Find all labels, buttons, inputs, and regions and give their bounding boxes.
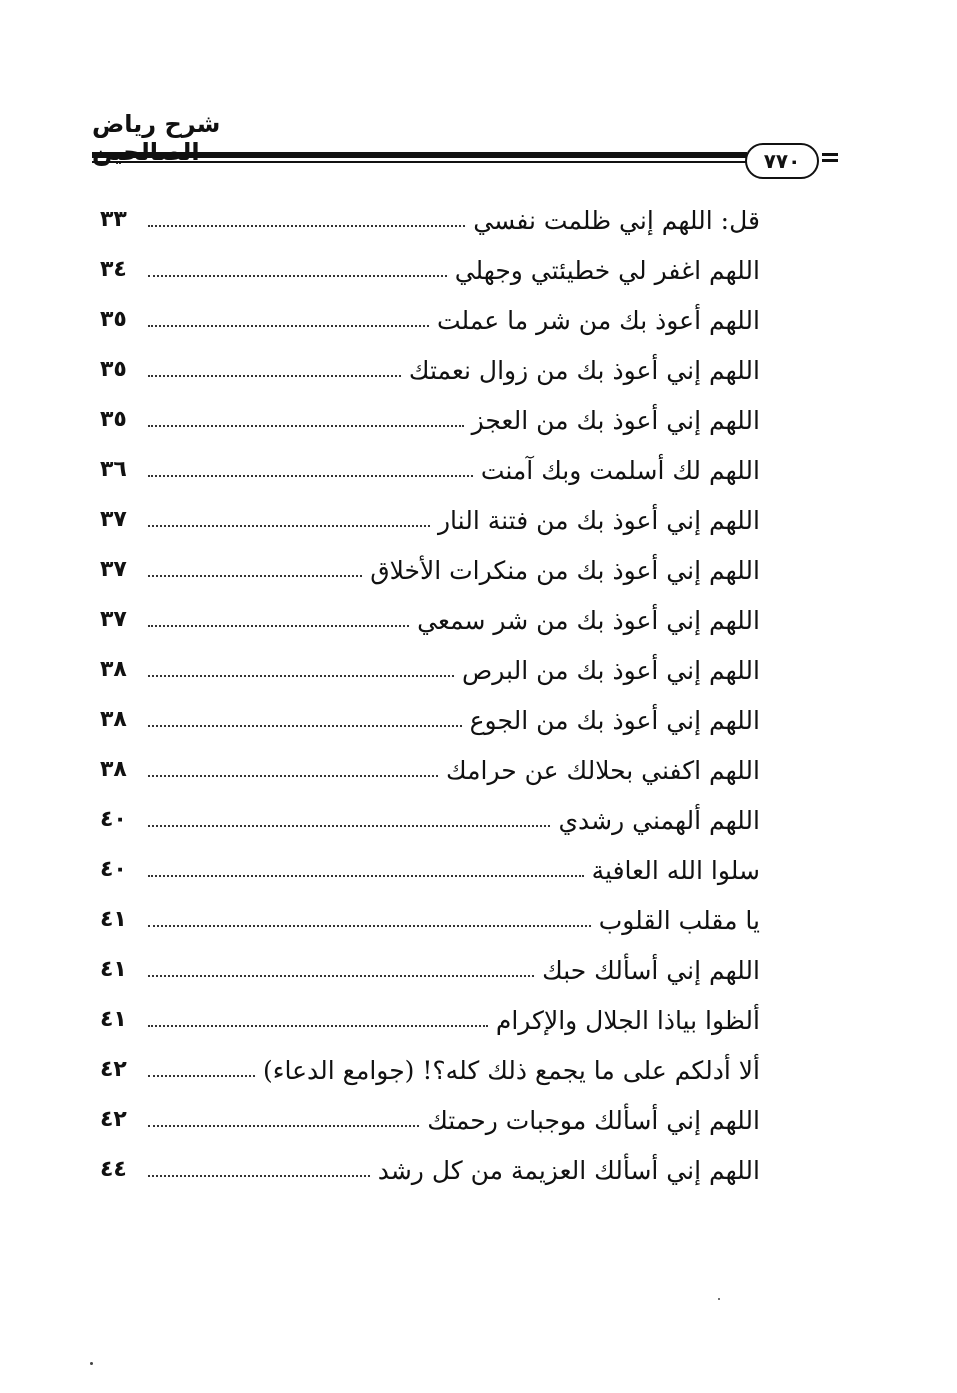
toc-entry-title: اللهم أعوذ بك من شر ما عملت (437, 305, 760, 335)
toc-entry-page: ٤٢ (100, 1057, 127, 1082)
toc-entry-page: ٣٨ (100, 757, 127, 782)
toc-entry-title: اللهم إني أعوذ بك من العجز (471, 405, 760, 435)
toc-entry (100, 845, 760, 895)
toc-entry-title: قل: اللهم إني ظلمت نفسي (473, 205, 760, 235)
header-rule-thin (92, 161, 747, 163)
toc-entry (100, 945, 760, 995)
toc-entry-page: ٤٢ (100, 1107, 127, 1132)
header-rule-thick (92, 152, 747, 158)
toc-entry (100, 645, 760, 695)
toc-entry-title: اللهم اكفني بحلالك عن حرامك (446, 755, 760, 785)
toc-entry-title: اللهم إني أعوذ بك من شر سمعي (417, 605, 760, 635)
toc-entry-page: ٣٧ (100, 557, 127, 582)
toc-entry (100, 445, 760, 495)
toc-entry-title: ألظوا بياذا الجلال والإكرام (495, 1005, 760, 1035)
toc-entry (100, 1045, 760, 1095)
toc-entry-page: ٣٥ (100, 357, 127, 382)
dot-leader (148, 375, 401, 377)
dot-leader (148, 325, 429, 327)
toc-entry-page: ٣٨ (100, 707, 127, 732)
table-of-contents (100, 195, 760, 1195)
header-ornament (822, 153, 838, 167)
dot-leader (148, 1025, 488, 1027)
toc-entry-title: اللهم إني أعوذ بك من زوال نعمتك (408, 355, 760, 385)
toc-entry-page: ٣٥ (100, 307, 127, 332)
toc-entry-title: اللهم إني أسألك موجبات رحمتك (427, 1105, 760, 1135)
dot-leader (148, 575, 362, 577)
toc-entry-page: ٣٤ (100, 257, 127, 282)
toc-entry-title: اللهم إني أسألك العزيمة من كل رشد (377, 1155, 760, 1185)
toc-entry (100, 595, 760, 645)
header-rule (92, 150, 747, 166)
toc-entry-page: ٤١ (100, 957, 127, 982)
dot-leader (148, 1125, 419, 1127)
toc-entry (100, 895, 760, 945)
toc-entry (100, 245, 760, 295)
toc-entry-page: ٤١ (100, 907, 127, 932)
dot-leader (148, 675, 454, 677)
toc-entry-title: اللهم إني أعوذ بك من البرص (462, 655, 760, 685)
dot-leader (148, 875, 584, 877)
toc-entry (100, 345, 760, 395)
toc-entry (100, 995, 760, 1045)
dot-leader (148, 425, 464, 427)
toc-entry (100, 545, 760, 595)
toc-entry (100, 1095, 760, 1145)
toc-entry-title: اللهم إني أعوذ بك من منكرات الأخلاق (370, 555, 760, 585)
toc-entry-page: ٣٧ (100, 507, 127, 532)
dot-leader (148, 625, 409, 627)
toc-entry (100, 495, 760, 545)
toc-entry-title: يا مقلب القلوب (598, 905, 760, 935)
toc-entry (100, 795, 760, 845)
dot-leader (148, 475, 473, 477)
dot-leader (148, 1075, 255, 1077)
toc-entry-page: ٣٦ (100, 457, 127, 482)
scan-speck (90, 1362, 93, 1365)
dot-leader (148, 275, 447, 277)
toc-entry (100, 695, 760, 745)
dot-leader (148, 225, 465, 227)
dot-leader (148, 975, 534, 977)
toc-entry-page: ٤٠ (100, 807, 127, 832)
dot-leader (148, 725, 462, 727)
dot-leader (148, 1175, 370, 1177)
scan-speck (718, 1298, 720, 1300)
toc-entry-title: اللهم اغفر لي خطيئتي وجهلي (454, 255, 760, 285)
toc-entry-title: اللهم لك أسلمت وبك آمنت (480, 455, 760, 485)
running-header-title: شرح رياض (92, 110, 221, 138)
dot-leader (148, 825, 550, 827)
toc-entry-title: اللهم إني أعوذ بك من فتنة النار (437, 505, 760, 535)
page-number: ٧٧٠ (763, 149, 801, 173)
toc-entry-page: ٣٨ (100, 657, 127, 682)
toc-entry-page: ٣٣ (100, 207, 127, 232)
toc-entry-page: ٤٤ (100, 1157, 127, 1182)
toc-entry (100, 195, 760, 245)
toc-entry-title: اللهم إني أسألك حبك (542, 955, 760, 985)
toc-entry-title: اللهم ألهمني رشدي (558, 805, 760, 835)
toc-entry (100, 1145, 760, 1195)
dot-leader (148, 525, 430, 527)
toc-entry-title: ألا أدلكم على ما يجمع ذلك كله؟! (جوامع الدعاء) (262, 1055, 760, 1085)
toc-entry-title: اللهم إني أعوذ بك من الجوع (469, 705, 760, 735)
toc-entry (100, 295, 760, 345)
toc-entry-page: ٣٥ (100, 407, 127, 432)
toc-entry (100, 395, 760, 445)
toc-entry-page: ٤٠ (100, 857, 127, 882)
toc-entry-page: ٤١ (100, 1007, 127, 1032)
toc-entry-page: ٣٧ (100, 607, 127, 632)
dot-leader (148, 775, 438, 777)
dot-leader (148, 925, 591, 927)
toc-entry (100, 745, 760, 795)
toc-entry-title: سلوا الله العافية (591, 855, 760, 885)
page-number-badge (745, 143, 819, 179)
